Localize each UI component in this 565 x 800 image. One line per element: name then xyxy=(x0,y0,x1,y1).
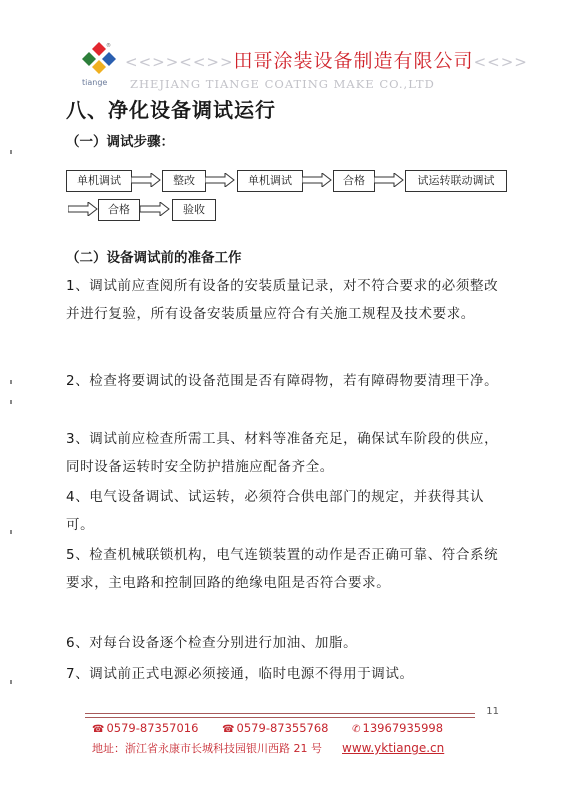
scan-mark xyxy=(10,150,12,154)
subsection-title-preparation: （二）设备调试前的准备工作 xyxy=(66,250,242,266)
fax-icon: ☎ xyxy=(222,724,235,735)
telephone-icon: ☎ xyxy=(92,724,105,735)
paragraph-7: 7、调试前正式电源必须接通，临时电源不得用于调试。 xyxy=(66,666,414,682)
logo-wordmark: tiange xyxy=(82,78,108,87)
flow-step-3: 单机调试 xyxy=(237,170,303,192)
paragraph-5: 5、检查机械联锁机构，电气连锁装置的动作是否正确可靠、符合系统要求，主电路和控制回路的绝缘电阻是否符合要求。 xyxy=(66,547,499,591)
paragraph-3: 3、调试前应检查所需工具、材料等准备充足，确保试车阶段的供应，同时设备运转时安全防护措施应配备齐全。 xyxy=(66,431,499,475)
footer-divider-thin xyxy=(85,717,475,718)
arrow-icon xyxy=(68,202,98,216)
arrow-icon xyxy=(140,202,170,216)
paragraph-1: 1、调试前应查阅所有设备的安装质量记录，对不符合要求的必须整改并进行复验，所有设备安装质量应符合有关施工规程及技术要求。 xyxy=(66,278,499,322)
decorative-chevrons-right: <<>> xyxy=(473,53,528,71)
website-link[interactable]: www.yktiange.cn xyxy=(342,741,445,755)
paragraph-2: 2、检查将要调试的设备范围是否有障碍物，若有障碍物要清理干净。 xyxy=(66,373,499,389)
mobile-number: 13967935998 xyxy=(362,721,444,735)
paragraph-6: 6、对每台设备逐个检查分别进行加油、加脂。 xyxy=(66,635,358,651)
subsection-title-steps: （一）调试步骤： xyxy=(66,134,174,150)
svg-text:®: ® xyxy=(106,43,111,49)
scan-mark xyxy=(10,400,12,404)
paragraph-4: 4、电气设备调试、试运转，必须符合供电部门的规定，并获得其认可。 xyxy=(66,489,485,533)
scan-mark xyxy=(10,380,12,384)
phone-2: 0579-87355768 xyxy=(236,721,329,735)
scan-mark xyxy=(10,680,12,684)
flow-step-6: 合格 xyxy=(98,199,140,221)
flow-step-2: 整改 xyxy=(162,170,206,192)
arrow-icon xyxy=(302,173,332,187)
flow-step-7: 验收 xyxy=(172,199,216,221)
footer-contacts xyxy=(92,721,463,735)
flow-step-5: 试运转联动调试 xyxy=(405,170,507,192)
section-title: 八、净化设备调试运行 xyxy=(66,98,276,122)
address: 地址：浙江省永康市长城科技园银川西路 21 号 xyxy=(92,742,322,755)
company-name-text: 田哥涂装设备制造有限公司 xyxy=(233,50,474,72)
arrow-icon xyxy=(205,173,235,187)
flow-step-4: 合格 xyxy=(333,170,375,192)
page-number: 11 xyxy=(486,706,499,717)
scan-mark xyxy=(10,530,12,534)
flow-step-1: 单机调试 xyxy=(66,170,132,192)
footer-address-row xyxy=(92,740,444,756)
arrow-icon xyxy=(374,173,404,187)
company-name-en: ZHEJIANG TIANGE COATING MAKE CO.,LTD xyxy=(130,77,435,91)
company-name-cn xyxy=(125,46,528,73)
decorative-chevrons-left: <<>><<>> xyxy=(125,53,234,71)
phone-1: 0579-87357016 xyxy=(106,721,199,735)
mobile-phone-icon: ✆ xyxy=(352,724,361,735)
arrow-icon xyxy=(131,173,161,187)
footer-divider xyxy=(85,713,475,714)
